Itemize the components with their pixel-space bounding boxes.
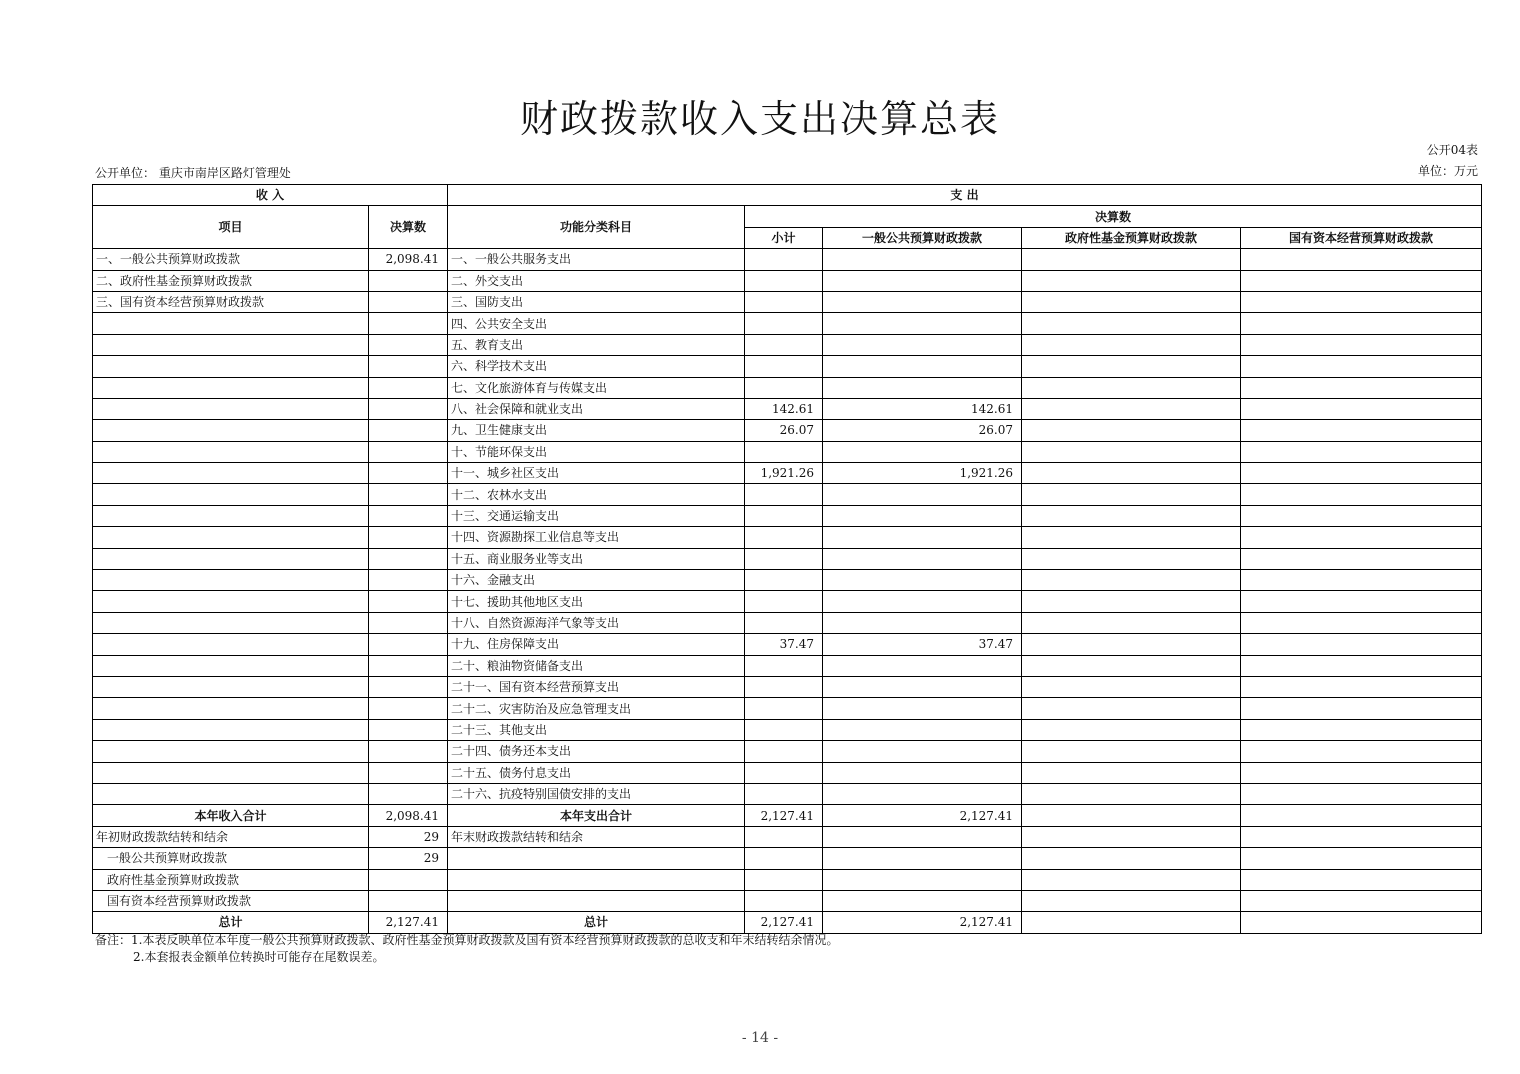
- cell-inc-amt: [369, 634, 448, 655]
- cell-exp-item: 十七、援助其他地区支出: [448, 591, 745, 612]
- cell-exp-item: 九、卫生健康支出: [448, 420, 745, 441]
- cell-sub: [745, 484, 823, 505]
- table-row: [93, 356, 1482, 377]
- cell: [1241, 912, 1482, 933]
- cell: [1022, 805, 1241, 826]
- cell-exp-item: 二十三、其他支出: [448, 719, 745, 740]
- cell-inc-item: [93, 441, 369, 462]
- year-income-label: 本年收入合计: [93, 805, 369, 826]
- cell-inc-amt: 2,098.41: [369, 249, 448, 270]
- cell-sub: [745, 356, 823, 377]
- header-gov-fund: 政府性基金预算财政拨款: [1022, 227, 1241, 248]
- table-row: [93, 463, 1482, 484]
- note-2: 2.本套报表金额单位转换时可能存在尾数误差。: [133, 950, 385, 964]
- cell-inc-amt: [369, 698, 448, 719]
- table-row: [93, 484, 1482, 505]
- table-row: [93, 655, 1482, 676]
- cell-inc-amt: [369, 676, 448, 697]
- cell-soe: [1241, 249, 1482, 270]
- cell: [1241, 848, 1482, 869]
- cell-soe: [1241, 420, 1482, 441]
- cell: [1241, 805, 1482, 826]
- header-income: 收 入: [93, 185, 448, 206]
- cell-exp-item: 十三、交通运输支出: [448, 505, 745, 526]
- cell-fund: [1022, 570, 1241, 591]
- cell-inc-item: [93, 463, 369, 484]
- cell-gen: [823, 377, 1022, 398]
- cell-inc-amt: [369, 334, 448, 355]
- cell-inc-item: [93, 698, 369, 719]
- cell-fund: [1022, 463, 1241, 484]
- cell-soe: [1241, 719, 1482, 740]
- cell-inc-amt: [369, 398, 448, 419]
- cell-sub: [745, 783, 823, 804]
- cell-fund: [1022, 441, 1241, 462]
- cell-inc-item: [93, 420, 369, 441]
- header-subtotal: 小计: [745, 227, 823, 248]
- cell-sub: [745, 676, 823, 697]
- cell-soe: [1241, 270, 1482, 291]
- cell: [1241, 826, 1482, 847]
- table-row: [93, 890, 1482, 911]
- year-expense-gen: 2,127.41: [823, 805, 1022, 826]
- header-general: 一般公共预算财政拨款: [823, 227, 1022, 248]
- cell-inc-item: 一、一般公共预算财政拨款: [93, 249, 369, 270]
- cell-exp-item: 四、公共安全支出: [448, 313, 745, 334]
- table-row: [93, 912, 1482, 933]
- cell-soe: [1241, 570, 1482, 591]
- cell-exp-item: 十一、城乡社区支出: [448, 463, 745, 484]
- cell-gen: [823, 527, 1022, 548]
- header-final: 决算数: [745, 206, 1482, 227]
- cell-inc-item: [93, 741, 369, 762]
- cell-gen: [823, 356, 1022, 377]
- cell-exp-item: 二十六、抗疫特别国债安排的支出: [448, 783, 745, 804]
- cell-inc-amt: [369, 505, 448, 526]
- cell-inc-item: [93, 313, 369, 334]
- cell: [448, 848, 745, 869]
- cell-fund: [1022, 398, 1241, 419]
- table-row: [93, 377, 1482, 398]
- cell-fund: [1022, 527, 1241, 548]
- cell-sub: [745, 570, 823, 591]
- cell-fund: [1022, 291, 1241, 312]
- cell-inc-item: [93, 356, 369, 377]
- cell-sub: [745, 270, 823, 291]
- cell-inc-item: [93, 505, 369, 526]
- cell-gen: [823, 719, 1022, 740]
- cell-fund: [1022, 334, 1241, 355]
- cell-exp-item: 一、一般公共服务支出: [448, 249, 745, 270]
- cell-gen: [823, 612, 1022, 633]
- cell-inc-item: [93, 762, 369, 783]
- cell-gen: [823, 249, 1022, 270]
- header-expense: 支 出: [448, 185, 1482, 206]
- cell-gen: [823, 762, 1022, 783]
- cell-inc-item: 二、政府性基金预算财政拨款: [93, 270, 369, 291]
- cell-fund: [1022, 698, 1241, 719]
- cell: [1022, 869, 1241, 890]
- cell-inc-amt: [369, 356, 448, 377]
- cell-gen: [823, 334, 1022, 355]
- cell-soe: [1241, 484, 1482, 505]
- cell-gen: [823, 548, 1022, 569]
- cell-inc-amt: [369, 377, 448, 398]
- cell-fund: [1022, 719, 1241, 740]
- cell-gen: 37.47: [823, 634, 1022, 655]
- cell: [823, 869, 1022, 890]
- carry-in-general-label: 一般公共预算财政拨款: [93, 848, 369, 869]
- cell-inc-amt: [369, 270, 448, 291]
- cell-soe: [1241, 334, 1482, 355]
- cell-soe: [1241, 783, 1482, 804]
- cell-fund: [1022, 612, 1241, 633]
- cell-exp-item: 十二、农林水支出: [448, 484, 745, 505]
- cell-fund: [1022, 356, 1241, 377]
- cell-fund: [1022, 377, 1241, 398]
- table-row: [93, 505, 1482, 526]
- cell-exp-item: 二十二、灾害防治及应急管理支出: [448, 698, 745, 719]
- header-amount: 决算数: [369, 206, 448, 249]
- cell-gen: [823, 505, 1022, 526]
- cell-inc-item: [93, 570, 369, 591]
- cell-inc-item: [93, 591, 369, 612]
- cell-gen: 26.07: [823, 420, 1022, 441]
- cell-fund: [1022, 655, 1241, 676]
- cell-soe: [1241, 591, 1482, 612]
- table-row: [93, 527, 1482, 548]
- cell-sub: [745, 527, 823, 548]
- cell-soe: [1241, 676, 1482, 697]
- page-number: - 14 -: [741, 1030, 779, 1046]
- cell-sub: [745, 548, 823, 569]
- cell-fund: [1022, 484, 1241, 505]
- cell-gen: [823, 570, 1022, 591]
- cell-inc-amt: [369, 313, 448, 334]
- cell-fund: [1022, 249, 1241, 270]
- reporting-unit: 公开单位： 重庆市南岸区路灯管理处: [95, 166, 291, 180]
- table-row: [93, 313, 1482, 334]
- cell-exp-item: 十四、资源勘探工业信息等支出: [448, 527, 745, 548]
- cell-sub: [745, 612, 823, 633]
- cell: [369, 890, 448, 911]
- cell-inc-amt: [369, 441, 448, 462]
- header-func: 功能分类科目: [448, 206, 745, 249]
- cell: [1022, 826, 1241, 847]
- cell-soe: [1241, 612, 1482, 633]
- carry-in-fund-label: 政府性基金预算财政拨款: [93, 869, 369, 890]
- header-soe: 国有资本经营预算财政拨款: [1241, 227, 1482, 248]
- finance-table: [92, 184, 1482, 934]
- cell-gen: 1,921.26: [823, 463, 1022, 484]
- table-row: [93, 826, 1482, 847]
- cell-fund: [1022, 634, 1241, 655]
- table-row: [93, 741, 1482, 762]
- cell-sub: [745, 313, 823, 334]
- cell-exp-item: 二十、粮油物资储备支出: [448, 655, 745, 676]
- cell-fund: [1022, 420, 1241, 441]
- cell-sub: 26.07: [745, 420, 823, 441]
- cell-inc-item: 三、国有资本经营预算财政拨款: [93, 291, 369, 312]
- cell-sub: [745, 291, 823, 312]
- cell-inc-item: [93, 334, 369, 355]
- cell-soe: [1241, 698, 1482, 719]
- carry-in: 29: [369, 826, 448, 847]
- cell-soe: [1241, 762, 1482, 783]
- grand-gen: 2,127.41: [823, 912, 1022, 933]
- grand-label-right: 总计: [448, 912, 745, 933]
- cell: [448, 869, 745, 890]
- cell-inc-amt: [369, 291, 448, 312]
- cell: [448, 890, 745, 911]
- table-row: [93, 698, 1482, 719]
- cell: [1022, 848, 1241, 869]
- cell-gen: [823, 591, 1022, 612]
- cell-exp-item: 十、节能环保支出: [448, 441, 745, 462]
- cell-inc-amt: [369, 484, 448, 505]
- table-row: [93, 676, 1482, 697]
- cell-soe: [1241, 398, 1482, 419]
- cell-inc-amt: [369, 420, 448, 441]
- cell-inc-item: [93, 612, 369, 633]
- cell-fund: [1022, 505, 1241, 526]
- cell-soe: [1241, 527, 1482, 548]
- cell: [1022, 890, 1241, 911]
- year-income: 2,098.41: [369, 805, 448, 826]
- cell-inc-amt: [369, 527, 448, 548]
- table-row: [93, 612, 1482, 633]
- cell-exp-item: 七、文化旅游体育与传媒支出: [448, 377, 745, 398]
- cell-gen: 142.61: [823, 398, 1022, 419]
- cell-gen: [823, 313, 1022, 334]
- cell-exp-item: 十六、金融支出: [448, 570, 745, 591]
- cell-inc-item: [93, 719, 369, 740]
- cell-inc-item: [93, 783, 369, 804]
- form-number: 公开04表: [1426, 143, 1478, 157]
- cell: [1241, 890, 1482, 911]
- cell-soe: [1241, 463, 1482, 484]
- page-title: 财政拨款收入支出决算总表: [519, 97, 1000, 141]
- cell-fund: [1022, 548, 1241, 569]
- grand-sub: 2,127.41: [745, 912, 823, 933]
- cell-inc-item: [93, 527, 369, 548]
- table-row: [93, 548, 1482, 569]
- cell: [823, 890, 1022, 911]
- cell: [823, 848, 1022, 869]
- cell-gen: [823, 741, 1022, 762]
- cell-fund: [1022, 313, 1241, 334]
- cell-inc-amt: [369, 591, 448, 612]
- cell-sub: [745, 719, 823, 740]
- cell-fund: [1022, 762, 1241, 783]
- table-row: [93, 441, 1482, 462]
- cell-sub: [745, 591, 823, 612]
- cell-soe: [1241, 741, 1482, 762]
- table-row: [93, 634, 1482, 655]
- cell-inc-amt: [369, 741, 448, 762]
- cell-inc-amt: [369, 783, 448, 804]
- table-row: [93, 591, 1482, 612]
- cell-gen: [823, 783, 1022, 804]
- table-row: [93, 270, 1482, 291]
- cell: [823, 826, 1022, 847]
- cell-inc-amt: [369, 762, 448, 783]
- cell-inc-item: [93, 634, 369, 655]
- cell-sub: [745, 698, 823, 719]
- cell-inc-item: [93, 398, 369, 419]
- cell-sub: 37.47: [745, 634, 823, 655]
- cell-gen: [823, 441, 1022, 462]
- grand-label-left: 总计: [93, 912, 369, 933]
- cell-inc-amt: [369, 463, 448, 484]
- cell-gen: [823, 655, 1022, 676]
- cell-inc-amt: [369, 719, 448, 740]
- cell-exp-item: 二十五、债务付息支出: [448, 762, 745, 783]
- cell-fund: [1022, 676, 1241, 697]
- note-1: 备注：1.本表反映单位本年度一般公共预算财政拨款、政府性基金预算财政拨款及国有资本经营预算财政拨款的总收支和年末结转结余情况。: [95, 933, 839, 947]
- table-row: [93, 334, 1482, 355]
- table-row: [93, 805, 1482, 826]
- table-row: [93, 249, 1482, 270]
- cell-gen: [823, 484, 1022, 505]
- cell: [1022, 912, 1241, 933]
- cell-sub: [745, 441, 823, 462]
- cell-sub: [745, 377, 823, 398]
- cell-soe: [1241, 441, 1482, 462]
- cell-exp-item: 十九、住房保障支出: [448, 634, 745, 655]
- cell-inc-item: [93, 548, 369, 569]
- cell-sub: [745, 762, 823, 783]
- carry-out-label: 年末财政拨款结转和结余: [448, 826, 745, 847]
- table-row: [93, 570, 1482, 591]
- cell-gen: [823, 270, 1022, 291]
- cell-exp-item: 五、教育支出: [448, 334, 745, 355]
- table-row: [93, 783, 1482, 804]
- cell-sub: 142.61: [745, 398, 823, 419]
- cell-fund: [1022, 270, 1241, 291]
- cell-inc-amt: [369, 548, 448, 569]
- cell: [1241, 869, 1482, 890]
- table-row: [93, 420, 1482, 441]
- cell-soe: [1241, 548, 1482, 569]
- cell: [745, 890, 823, 911]
- cell-exp-item: 二、外交支出: [448, 270, 745, 291]
- carry-in-label: 年初财政拨款结转和结余: [93, 826, 369, 847]
- cell-soe: [1241, 505, 1482, 526]
- table-row: [93, 398, 1482, 419]
- cell: [369, 869, 448, 890]
- cell-exp-item: 八、社会保障和就业支出: [448, 398, 745, 419]
- unit-label: 单位：万元: [1417, 164, 1478, 178]
- cell-sub: 1,921.26: [745, 463, 823, 484]
- cell-exp-item: 十八、自然资源海洋气象等支出: [448, 612, 745, 633]
- cell-exp-item: 二十四、债务还本支出: [448, 741, 745, 762]
- cell-sub: [745, 249, 823, 270]
- cell-fund: [1022, 591, 1241, 612]
- table-row: [93, 762, 1482, 783]
- carry-in-general: 29: [369, 848, 448, 869]
- cell-sub: [745, 334, 823, 355]
- cell-exp-item: 六、科学技术支出: [448, 356, 745, 377]
- cell-inc-item: [93, 377, 369, 398]
- cell-inc-item: [93, 484, 369, 505]
- cell-fund: [1022, 741, 1241, 762]
- cell: [745, 826, 823, 847]
- cell-soe: [1241, 291, 1482, 312]
- cell-sub: [745, 741, 823, 762]
- cell-soe: [1241, 313, 1482, 334]
- cell: [745, 869, 823, 890]
- cell-gen: [823, 676, 1022, 697]
- cell-soe: [1241, 377, 1482, 398]
- header-item: 项目: [93, 206, 369, 249]
- cell: [745, 848, 823, 869]
- year-expense-label: 本年支出合计: [448, 805, 745, 826]
- cell-inc-item: [93, 676, 369, 697]
- cell-exp-item: 二十一、国有资本经营预算支出: [448, 676, 745, 697]
- table-row: [93, 719, 1482, 740]
- cell-gen: [823, 698, 1022, 719]
- cell-gen: [823, 291, 1022, 312]
- cell-sub: [745, 505, 823, 526]
- cell-soe: [1241, 634, 1482, 655]
- cell-exp-item: 十五、商业服务业等支出: [448, 548, 745, 569]
- table-row: [93, 869, 1482, 890]
- notes: [95, 932, 838, 966]
- grand-income: 2,127.41: [369, 912, 448, 933]
- cell-exp-item: 三、国防支出: [448, 291, 745, 312]
- carry-in-soe-label: 国有资本经营预算财政拨款: [93, 890, 369, 911]
- cell-fund: [1022, 783, 1241, 804]
- table-row: [93, 848, 1482, 869]
- cell-inc-item: [93, 655, 369, 676]
- year-expense-sub: 2,127.41: [745, 805, 823, 826]
- cell-inc-amt: [369, 655, 448, 676]
- cell-soe: [1241, 356, 1482, 377]
- table-row: [93, 291, 1482, 312]
- cell-inc-amt: [369, 570, 448, 591]
- cell-soe: [1241, 655, 1482, 676]
- cell-inc-amt: [369, 612, 448, 633]
- cell-sub: [745, 655, 823, 676]
